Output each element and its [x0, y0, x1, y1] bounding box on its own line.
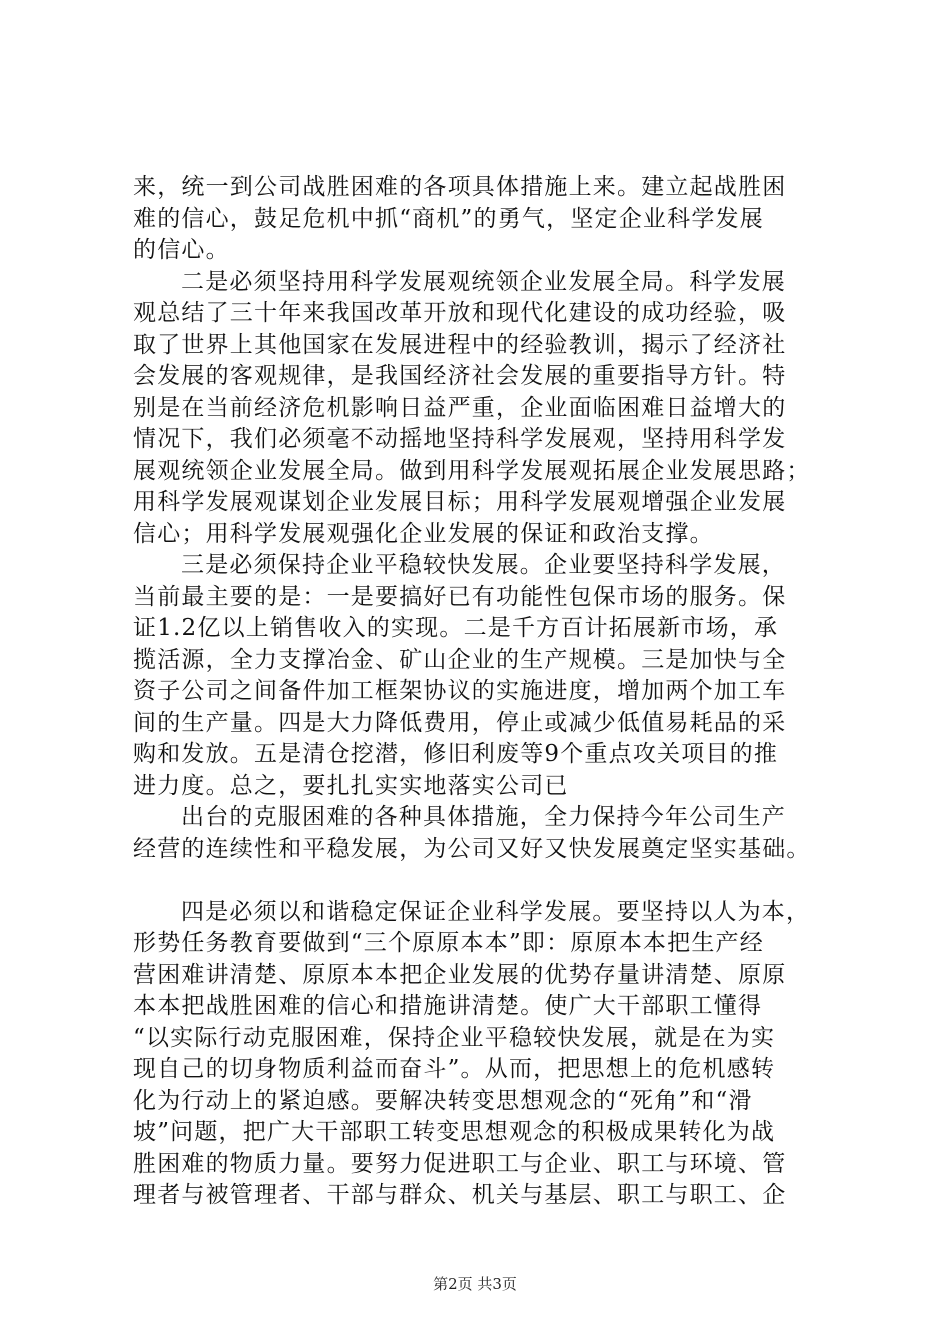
text-line: 购和发放。五是清仓挖潜，修旧利废等9个重点攻关项目的推	[133, 741, 779, 767]
text-line: 展观统领企业发展全局。做到用科学发展观拓展企业发展思路；	[133, 457, 811, 484]
paragraph-first-line: 出台的克服困难的各种具体措施，全力保持今年公司生产	[181, 804, 786, 830]
paragraph-first-line: 四是必须以和谐稳定保证企业科学发展。要坚持以人为本，	[181, 898, 811, 925]
text-line: 难的信心，鼓足危机中抓“商机”的勇气，坚定企业科学发展	[133, 205, 764, 232]
page-number-footer: 第2页 共3页	[433, 1275, 517, 1293]
text-line: 进力度。总之，要扎扎实实地落实公司已	[133, 772, 569, 799]
text-line: 观总结了三十年来我国改革开放和现代化建设的成功经验，吸	[133, 300, 787, 326]
text-line: 经营的连续性和平稳发展，为公司又好又快发展奠定坚实基础。	[133, 835, 811, 862]
text-line: 当前最主要的是：一是要搞好已有功能性包保市场的服务。保	[133, 583, 787, 610]
text-line: 会发展的客观规律，是我国经济社会发展的重要指导方针。特	[133, 363, 787, 389]
text-line: 现自己的切身物质利益而奋斗”。从而，把思想上的危机感转	[133, 1056, 776, 1082]
text-line: 资子公司之间备件加工框架协议的实施进度，增加两个加工车	[133, 678, 787, 704]
text-line: 来，统一到公司战胜困难的各项具体措施上来。建立起战胜困	[133, 174, 787, 200]
text-line: 别是在当前经济危机影响日益严重，企业面临困难日益增大的	[133, 394, 787, 421]
text-line: 揽活源，全力支撑冶金、矿山企业的生产规模。三是加快与全	[133, 646, 787, 673]
text-line: 信心；用科学发展观强化企业发展的保证和政治支撑。	[133, 520, 714, 547]
text-line: 形势任务教育要做到“三个原原本本”即：原原本本把生产经	[133, 930, 764, 956]
paragraph-first-line: 三是必须保持企业平稳较快发展。企业要坚持科学发展，	[181, 552, 786, 578]
text-line: 化为行动上的紧迫感。要解决转变思想观念的“死角”和“滑	[133, 1087, 753, 1114]
text-line: 坡”问题，把广大干部职工转变思想观念的积极成果转化为战	[133, 1119, 776, 1145]
paragraph-first-line: 二是必须坚持用科学发展观统领企业发展全局。科学发展	[181, 268, 786, 295]
text-line: 的信心。	[133, 237, 230, 263]
text-line: 用科学发展观谋划企业发展目标；用科学发展观增强企业发展	[133, 489, 787, 515]
body-text	[133, 172, 853, 1212]
text-line: 理者与被管理者、干部与群众、机关与基层、职工与职工、企	[133, 1182, 787, 1208]
text-line: 证1.2亿以上销售收入的实现。二是千方百计拓展新市场，承	[133, 615, 779, 641]
paragraph-spacer	[133, 865, 853, 897]
text-line: 取了世界上其他国家在发展进程中的经验教训，揭示了经济社	[133, 331, 787, 358]
text-line: 间的生产量。四是大力降低费用，停止或减少低值易耗品的采	[133, 709, 787, 736]
text-line: 本本把战胜困难的信心和措施讲清楚。使广大干部职工懂得	[133, 993, 763, 1019]
text-line: “以实际行动克服困难，保持企业平稳较快发展，就是在为实	[133, 1024, 776, 1051]
text-line: 胜困难的物质力量。要努力促进职工与企业、职工与环境、管	[133, 1150, 787, 1177]
text-line: 情况下，我们必须毫不动摇地坚持科学发展观，坚持用科学发	[133, 426, 787, 452]
text-line: 营困难讲清楚、原原本本把企业发展的优势存量讲清楚、原原	[133, 961, 787, 988]
